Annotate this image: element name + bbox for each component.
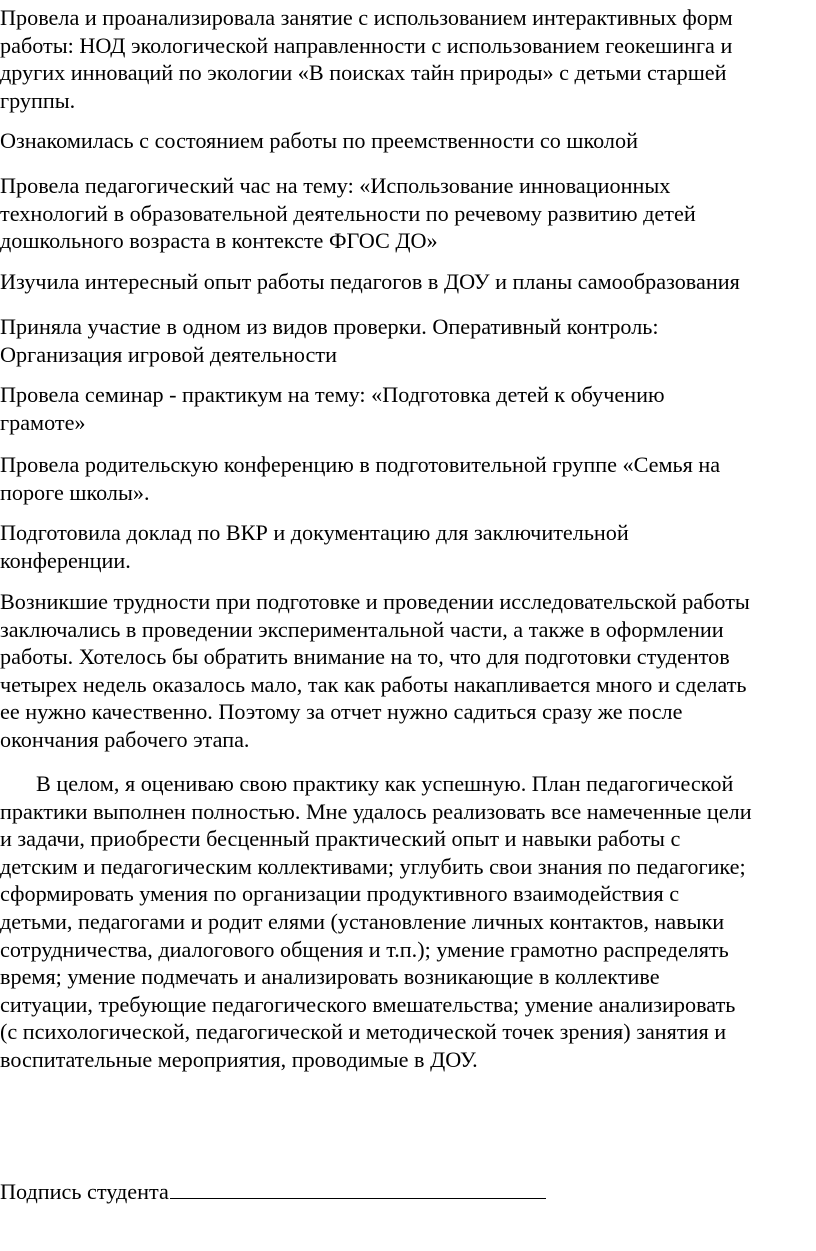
- text-line: Изучила интересный опыт работы педагогов в ДОУ и планы самообразования: [0, 269, 740, 294]
- text-line: пороге школы».: [0, 479, 150, 505]
- paragraph-parent-conference: [0, 451, 816, 506]
- text-line: (с психологической, педагогической и методической точек зрения) занятия и: [0, 1019, 727, 1045]
- text-line: окончания рабочего этапа.: [0, 726, 250, 752]
- text-line: Подготовила доклад по ВКР и документацию для заключительной: [0, 520, 629, 545]
- student-signature: [0, 1178, 546, 1206]
- text-line: Возникшие трудности при подготовке и проведении исследовательской работы: [0, 589, 750, 614]
- text-line: ситуации, требующие педагогического вмешательства; умение анализировать: [0, 991, 736, 1017]
- text-line: работы: НОД экологической направленности с использованием геокешинга и: [0, 32, 733, 58]
- text-line: других инноваций по экологии «В поисках тайн природы» с детьми старшей: [0, 60, 727, 86]
- text-line: Провела семинар - практикум на тему: «Подготовка детей к обучению: [0, 382, 665, 407]
- text-line: технологий в образовательной деятельности по речевому развитию детей: [0, 200, 696, 226]
- text-line: Приняла участие в одном из видов проверки. Оперативный контроль:: [0, 314, 659, 339]
- text-line: четырех недель оказалось мало, так как работы накапливается много и сделать: [0, 671, 747, 697]
- text-line: детским и педагогическим коллективами; углубить свои знания по педагогике;: [0, 853, 746, 879]
- text-line: конференции.: [0, 547, 131, 573]
- signature-label: Подпись студента: [0, 1179, 169, 1204]
- signature-line: [170, 1178, 546, 1199]
- paragraph-inspection: [0, 313, 816, 368]
- text-line: работы. Хотелось бы обратить внимание на то, что для подготовки студентов: [0, 644, 730, 670]
- text-line: сформировать умения по организации продуктивного взаимодействия с: [0, 881, 680, 907]
- text-line: и задачи, приобрести бесценный практический опыт и навыки работы с: [0, 826, 681, 852]
- text-line: ее нужно качественно. Поэтому за отчет нужно садиться сразу же после: [0, 699, 683, 725]
- text-line: Провела педагогический час на тему: «Использование инновационных: [0, 173, 671, 198]
- paragraph-difficulties: [0, 588, 816, 754]
- text-line: группы.: [0, 87, 76, 113]
- text-line: сотрудничества, диалогового общения и т.п.); умение грамотно распределять: [0, 936, 729, 962]
- text-line: воспитательные мероприятия, проводимые в ДОУ.: [0, 1046, 478, 1072]
- text-line: Провела и проанализировала занятие с использованием интерактивных форм: [0, 5, 733, 30]
- paragraph-pedagogical-hour: [0, 172, 816, 255]
- text-line: [0, 770, 816, 798]
- text-line: Провела родительскую конференцию в подготовительной группе «Семья на: [0, 452, 721, 477]
- paragraph-interactive-lesson: [0, 4, 816, 114]
- text-line: практики выполнен полностью. Мне удалось реализовать все намеченные цели: [0, 798, 752, 824]
- text-line-content: В целом, я оцениваю свою практику как успешную. План педагогической: [36, 771, 734, 796]
- text-line: дошкольного возраста в контексте ФГОС ДО»: [0, 228, 438, 254]
- paragraph-conclusion: [0, 770, 816, 1074]
- text-line: время; умение подмечать и анализировать возникающие в коллективе: [0, 964, 660, 990]
- paragraph-report: [0, 519, 816, 574]
- text-line: Ознакомилась с состоянием работы по преемственности со школой: [0, 128, 638, 153]
- paragraph-seminar: [0, 381, 816, 436]
- text-line: заключались в проведении экспериментальной части, а также в оформлении: [0, 616, 724, 642]
- text-line: Организация игровой деятельности: [0, 341, 337, 367]
- paragraph-school-continuity: [0, 127, 816, 155]
- text-line: детьми, педагогами и родит елями (установление личных контактов, навыки: [0, 908, 725, 934]
- paragraph-teacher-experience: [0, 268, 816, 296]
- text-line: грамоте»: [0, 409, 86, 435]
